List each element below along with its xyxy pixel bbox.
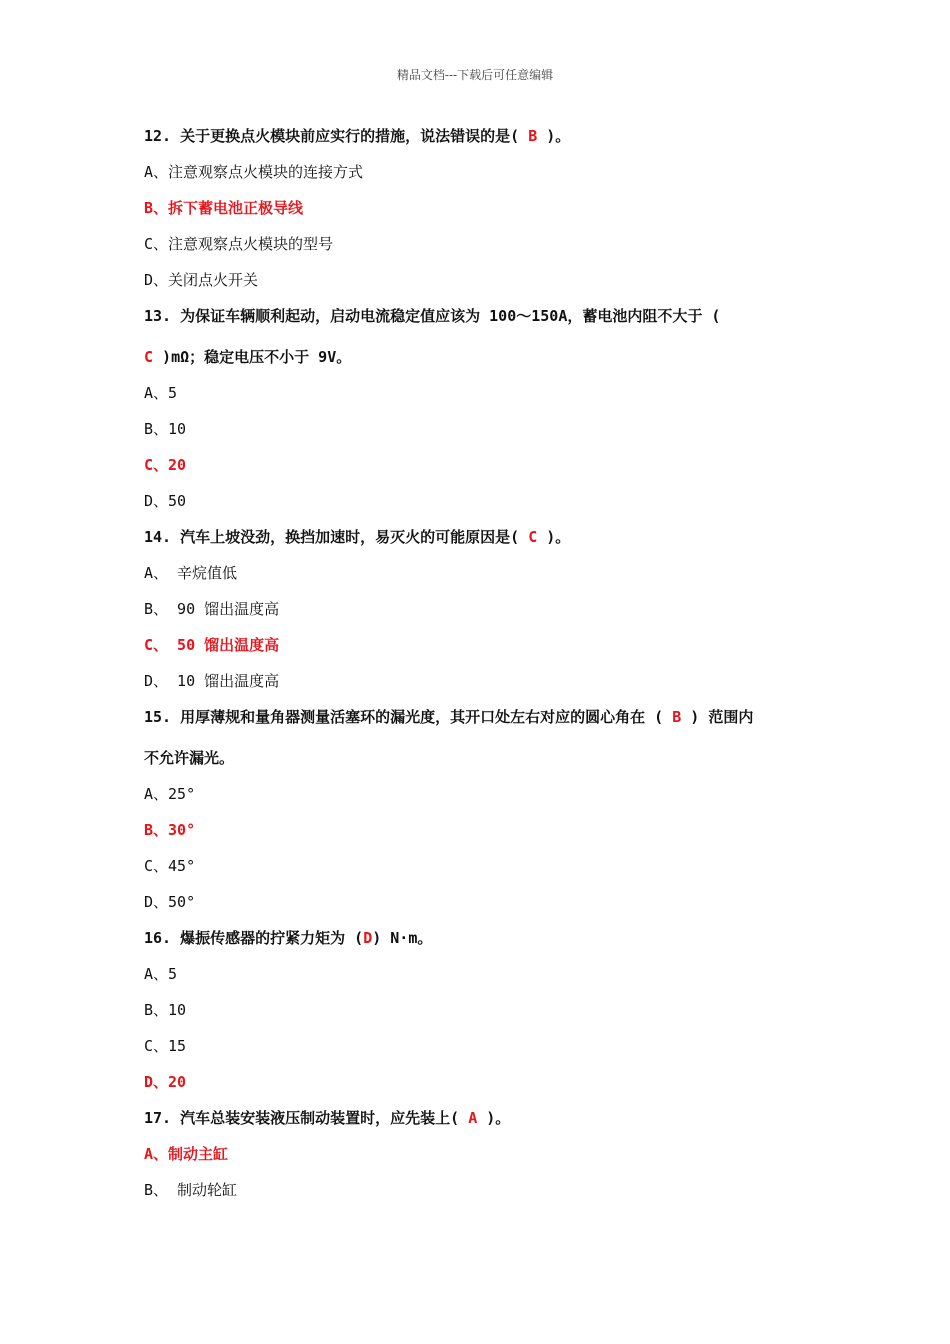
option-line	[144, 784, 195, 804]
line-text: A、 辛烷值低	[144, 564, 238, 582]
line-text: ) N·m。	[372, 929, 433, 947]
option-line	[144, 234, 333, 254]
line-text: 13. 为保证车辆顺利起动，启动电流稳定值应该为 100～150A，蓄电池内阻不大于 (	[144, 307, 721, 325]
line-text: C、注意观察点火模块的型号	[144, 235, 334, 253]
answer-text: A、制动主缸	[144, 1145, 229, 1163]
option-line	[144, 635, 279, 655]
answer-text: A	[468, 1109, 478, 1127]
question-line	[144, 126, 570, 146]
option-line	[144, 198, 303, 218]
line-text: )。	[537, 528, 571, 546]
option-line	[144, 820, 195, 840]
line-text: B、 制动轮缸	[144, 1181, 238, 1199]
line-text: 14. 汽车上坡没劲，换挡加速时，易灭火的可能原因是(	[144, 528, 529, 546]
option-line	[144, 563, 237, 583]
question-line	[144, 527, 570, 547]
option-line	[144, 856, 195, 876]
option-line	[144, 1072, 186, 1092]
line-text: B、10	[144, 420, 187, 438]
question-line	[144, 928, 432, 948]
answer-text: B	[672, 708, 682, 726]
line-text: 12. 关于更换点火模块前应实行的措施，说法错误的是(	[144, 127, 529, 145]
line-text: D、50°	[144, 893, 196, 911]
line-text: 15. 用厚薄规和量角器测量活塞环的漏光度，其开口处左右对应的圆心角在 (	[144, 708, 673, 726]
line-text: D、关闭点火开关	[144, 271, 259, 289]
option-line	[144, 383, 177, 403]
option-line	[144, 270, 258, 290]
line-text: B、 90 馏出温度高	[144, 600, 280, 618]
option-line	[144, 599, 279, 619]
line-text: A、5	[144, 965, 178, 983]
option-line	[144, 162, 363, 182]
answer-text: C	[144, 348, 154, 366]
question-line	[144, 347, 351, 367]
line-text: D、50	[144, 492, 187, 510]
page-header: 精品文档---下载后可任意编辑	[396, 68, 554, 82]
line-text: 17. 汽车总装安装液压制动装置时，应先装上(	[144, 1109, 469, 1127]
option-line	[144, 455, 186, 475]
question-line	[144, 1108, 510, 1128]
line-text: )。	[537, 127, 571, 145]
option-line	[144, 1180, 237, 1200]
answer-text: D	[363, 929, 373, 947]
answer-text: B、30°	[144, 821, 196, 839]
question-line	[144, 748, 234, 768]
line-text: A、25°	[144, 785, 196, 803]
question-line	[144, 306, 720, 326]
option-line	[144, 892, 195, 912]
option-line	[144, 1144, 228, 1164]
line-text: 16. 爆振传感器的拧紧力矩为 (	[144, 929, 364, 947]
line-text: C、15	[144, 1037, 187, 1055]
option-line	[144, 671, 279, 691]
answer-text: B	[528, 127, 538, 145]
option-line	[144, 419, 186, 439]
answer-text: D、20	[144, 1073, 187, 1091]
answer-text: C、 50 馏出温度高	[144, 636, 280, 654]
answer-text: C	[528, 528, 538, 546]
answer-text: B、拆下蓄电池正极导线	[144, 199, 304, 217]
line-text: A、注意观察点火模块的连接方式	[144, 163, 364, 181]
line-text: ) 范围内	[681, 708, 754, 726]
question-line	[144, 707, 753, 727]
option-line	[144, 491, 186, 511]
answer-text: C、20	[144, 456, 187, 474]
option-line	[144, 1036, 186, 1056]
line-text: C、45°	[144, 857, 196, 875]
line-text: B、10	[144, 1001, 187, 1019]
line-text: D、 10 馏出温度高	[144, 672, 280, 690]
line-text: )mΩ；稳定电压不小于 9V。	[153, 348, 352, 366]
line-text: 不允许漏光。	[144, 749, 235, 767]
option-line	[144, 1000, 186, 1020]
line-text: )。	[477, 1109, 511, 1127]
option-line	[144, 964, 177, 984]
line-text: A、5	[144, 384, 178, 402]
